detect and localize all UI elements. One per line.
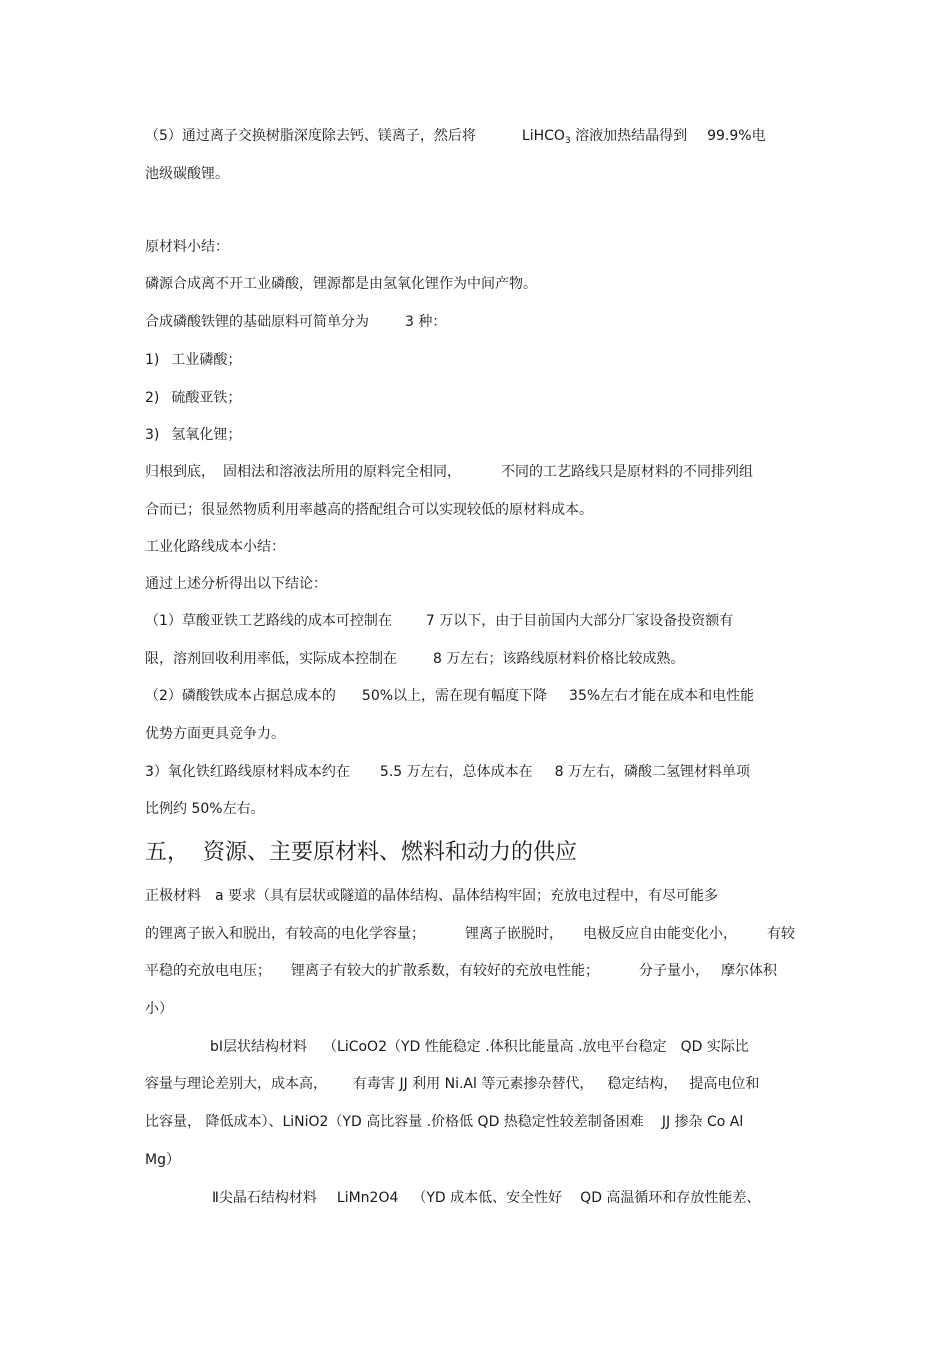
text: 比容量， 降低成本）、LiNiO2（YD 高比容量 .价格低 QD 热稳定性较差制备困难 <box>145 1114 644 1130</box>
text: QD 高温循环和存放性能差、 <box>580 1190 761 1206</box>
item-text: 硫酸亚铁； <box>171 390 242 406</box>
cathode-line-3 <box>145 962 810 980</box>
list-item <box>145 389 810 407</box>
text: 合成磷酸铁锂的基础原料可简单分为 <box>145 314 369 330</box>
cost-point-1-line-2 <box>145 650 810 668</box>
text: （5）通过离子交换树脂深度除去钙、镁离子，然后将 <box>145 128 476 144</box>
text: LiMn2O4 <box>336 1190 399 1206</box>
text: 溶液加热结晶得到 <box>575 128 688 144</box>
raw-summary-title: 原材料小结： <box>145 239 229 255</box>
text: 35%左右才能在成本和电性能 <box>569 688 755 704</box>
text: 限，溶剂回收利用率低，实际成本控制在 <box>145 651 397 667</box>
text: QD 实际比 <box>680 1039 749 1055</box>
item-number: 2) <box>145 390 160 406</box>
layered-line-2 <box>145 1075 810 1093</box>
text: 50%以上，需在现有幅度下降 <box>361 688 548 704</box>
text: 固相法和溶液法所用的原料完全相同， <box>223 464 461 480</box>
text: 有较 <box>767 926 795 942</box>
item-text: 氢氧化锂； <box>171 427 242 443</box>
list-item <box>145 351 810 369</box>
raw-line-1: 磷源合成离不开工业磷酸，锂源都是由氢氧化锂作为中间产物。 <box>145 276 537 292</box>
text: JJ 掺杂 Co Al <box>661 1114 744 1130</box>
cathode-line-2 <box>145 925 810 943</box>
text: 不同的工艺路线只是原材料的不同排列组 <box>501 464 753 480</box>
text: 8 万左右；该路线原材料价格比较成熟。 <box>433 651 685 667</box>
text: bⅠ层状结构材料 <box>210 1039 308 1055</box>
text: 正极材料 <box>145 888 201 904</box>
formula: LiHCO <box>521 128 565 144</box>
cost-point-2-line-1 <box>145 687 810 705</box>
text: 锂离子嵌脱时， <box>465 926 563 942</box>
conclusion-line-1 <box>145 463 810 481</box>
text: 稳定结构， <box>607 1076 678 1092</box>
cost-point-3-line-1 <box>145 763 810 781</box>
text: 8 万左右，磷酸二氢锂材料单项 <box>554 764 750 780</box>
cost-summary-title: 工业化路线成本小结： <box>145 539 285 555</box>
text: 归根到底， <box>145 464 215 480</box>
item-text: 工业磷酸； <box>171 352 242 368</box>
subscript: 3 <box>564 136 571 146</box>
section-heading <box>145 839 577 867</box>
section-title: 资源、主要原材料、燃料和动力的供应 <box>203 840 578 865</box>
cost-intro: 通过上述分析得出以下结论： <box>145 576 327 592</box>
text: 容量与理论差别大，成本高， <box>145 1076 327 1092</box>
cathode-line-4: 小） <box>145 1001 173 1017</box>
layered-line-1 <box>210 1038 810 1056</box>
cost-point-3-line-2: 比例约 50%左右。 <box>145 801 265 817</box>
paragraph-5-line-1 <box>145 127 810 150</box>
list-item <box>145 426 810 444</box>
text: 平稳的充放电电压； <box>145 963 271 979</box>
text: 3 种： <box>405 314 447 330</box>
text: （2）磷酸铁成本占据总成本的 <box>145 688 336 704</box>
layered-line-3 <box>145 1113 810 1131</box>
text: （LiCoO2（YD 性能稳定 .体积比能量高 .放电平台稳定 <box>323 1039 667 1055</box>
cathode-line-1 <box>145 887 810 905</box>
text: 分子量小， <box>639 963 709 979</box>
text: 锂离子有较大的扩散系数，有较好的充放电性能； <box>291 963 599 979</box>
text: Ⅱ尖晶石结构材料 <box>212 1190 317 1206</box>
spinel-line-1 <box>212 1189 810 1207</box>
cost-point-2-line-2: 优势方面更具竞争力。 <box>145 726 285 742</box>
text: （YD 成本低、安全性好 <box>412 1190 563 1206</box>
cost-point-1-line-1 <box>145 612 810 630</box>
layered-line-4: Mg） <box>145 1152 180 1168</box>
text: 5.5 万左右，总体成本在 <box>379 764 533 780</box>
raw-line-2 <box>145 313 810 331</box>
conclusion-line-2: 合而已；很显然物质利用率越高的搭配组合可以实现较低的原材料成本。 <box>145 502 593 518</box>
text: 电极反应自由能变化小， <box>583 926 737 942</box>
item-number: 1) <box>145 352 160 368</box>
text: a 要求（具有层状或隧道的晶体结构、晶体结构牢固；充放电过程中，有尽可能多 <box>215 888 719 904</box>
section-number: 五， <box>145 840 190 865</box>
text: 7 万以下，由于目前国内大部分厂家设备投资额有 <box>425 613 734 629</box>
text: （1）草酸亚铁工艺路线的成本可控制在 <box>145 613 392 629</box>
text: 提高电位和 <box>689 1076 760 1092</box>
text: 3）氧化铁红路线原材料成本约在 <box>145 764 350 780</box>
text: 99.9%电 <box>707 128 766 144</box>
text: 有毒害 JJ 利用 Ni.Al 等元素掺杂替代， <box>353 1076 594 1092</box>
text: 的锂离子嵌入和脱出，有较高的电化学容量； <box>145 926 425 942</box>
text: 摩尔体积 <box>721 963 777 979</box>
paragraph-5-line-2: 池级碳酸锂。 <box>145 166 229 182</box>
item-number: 3) <box>145 427 160 443</box>
